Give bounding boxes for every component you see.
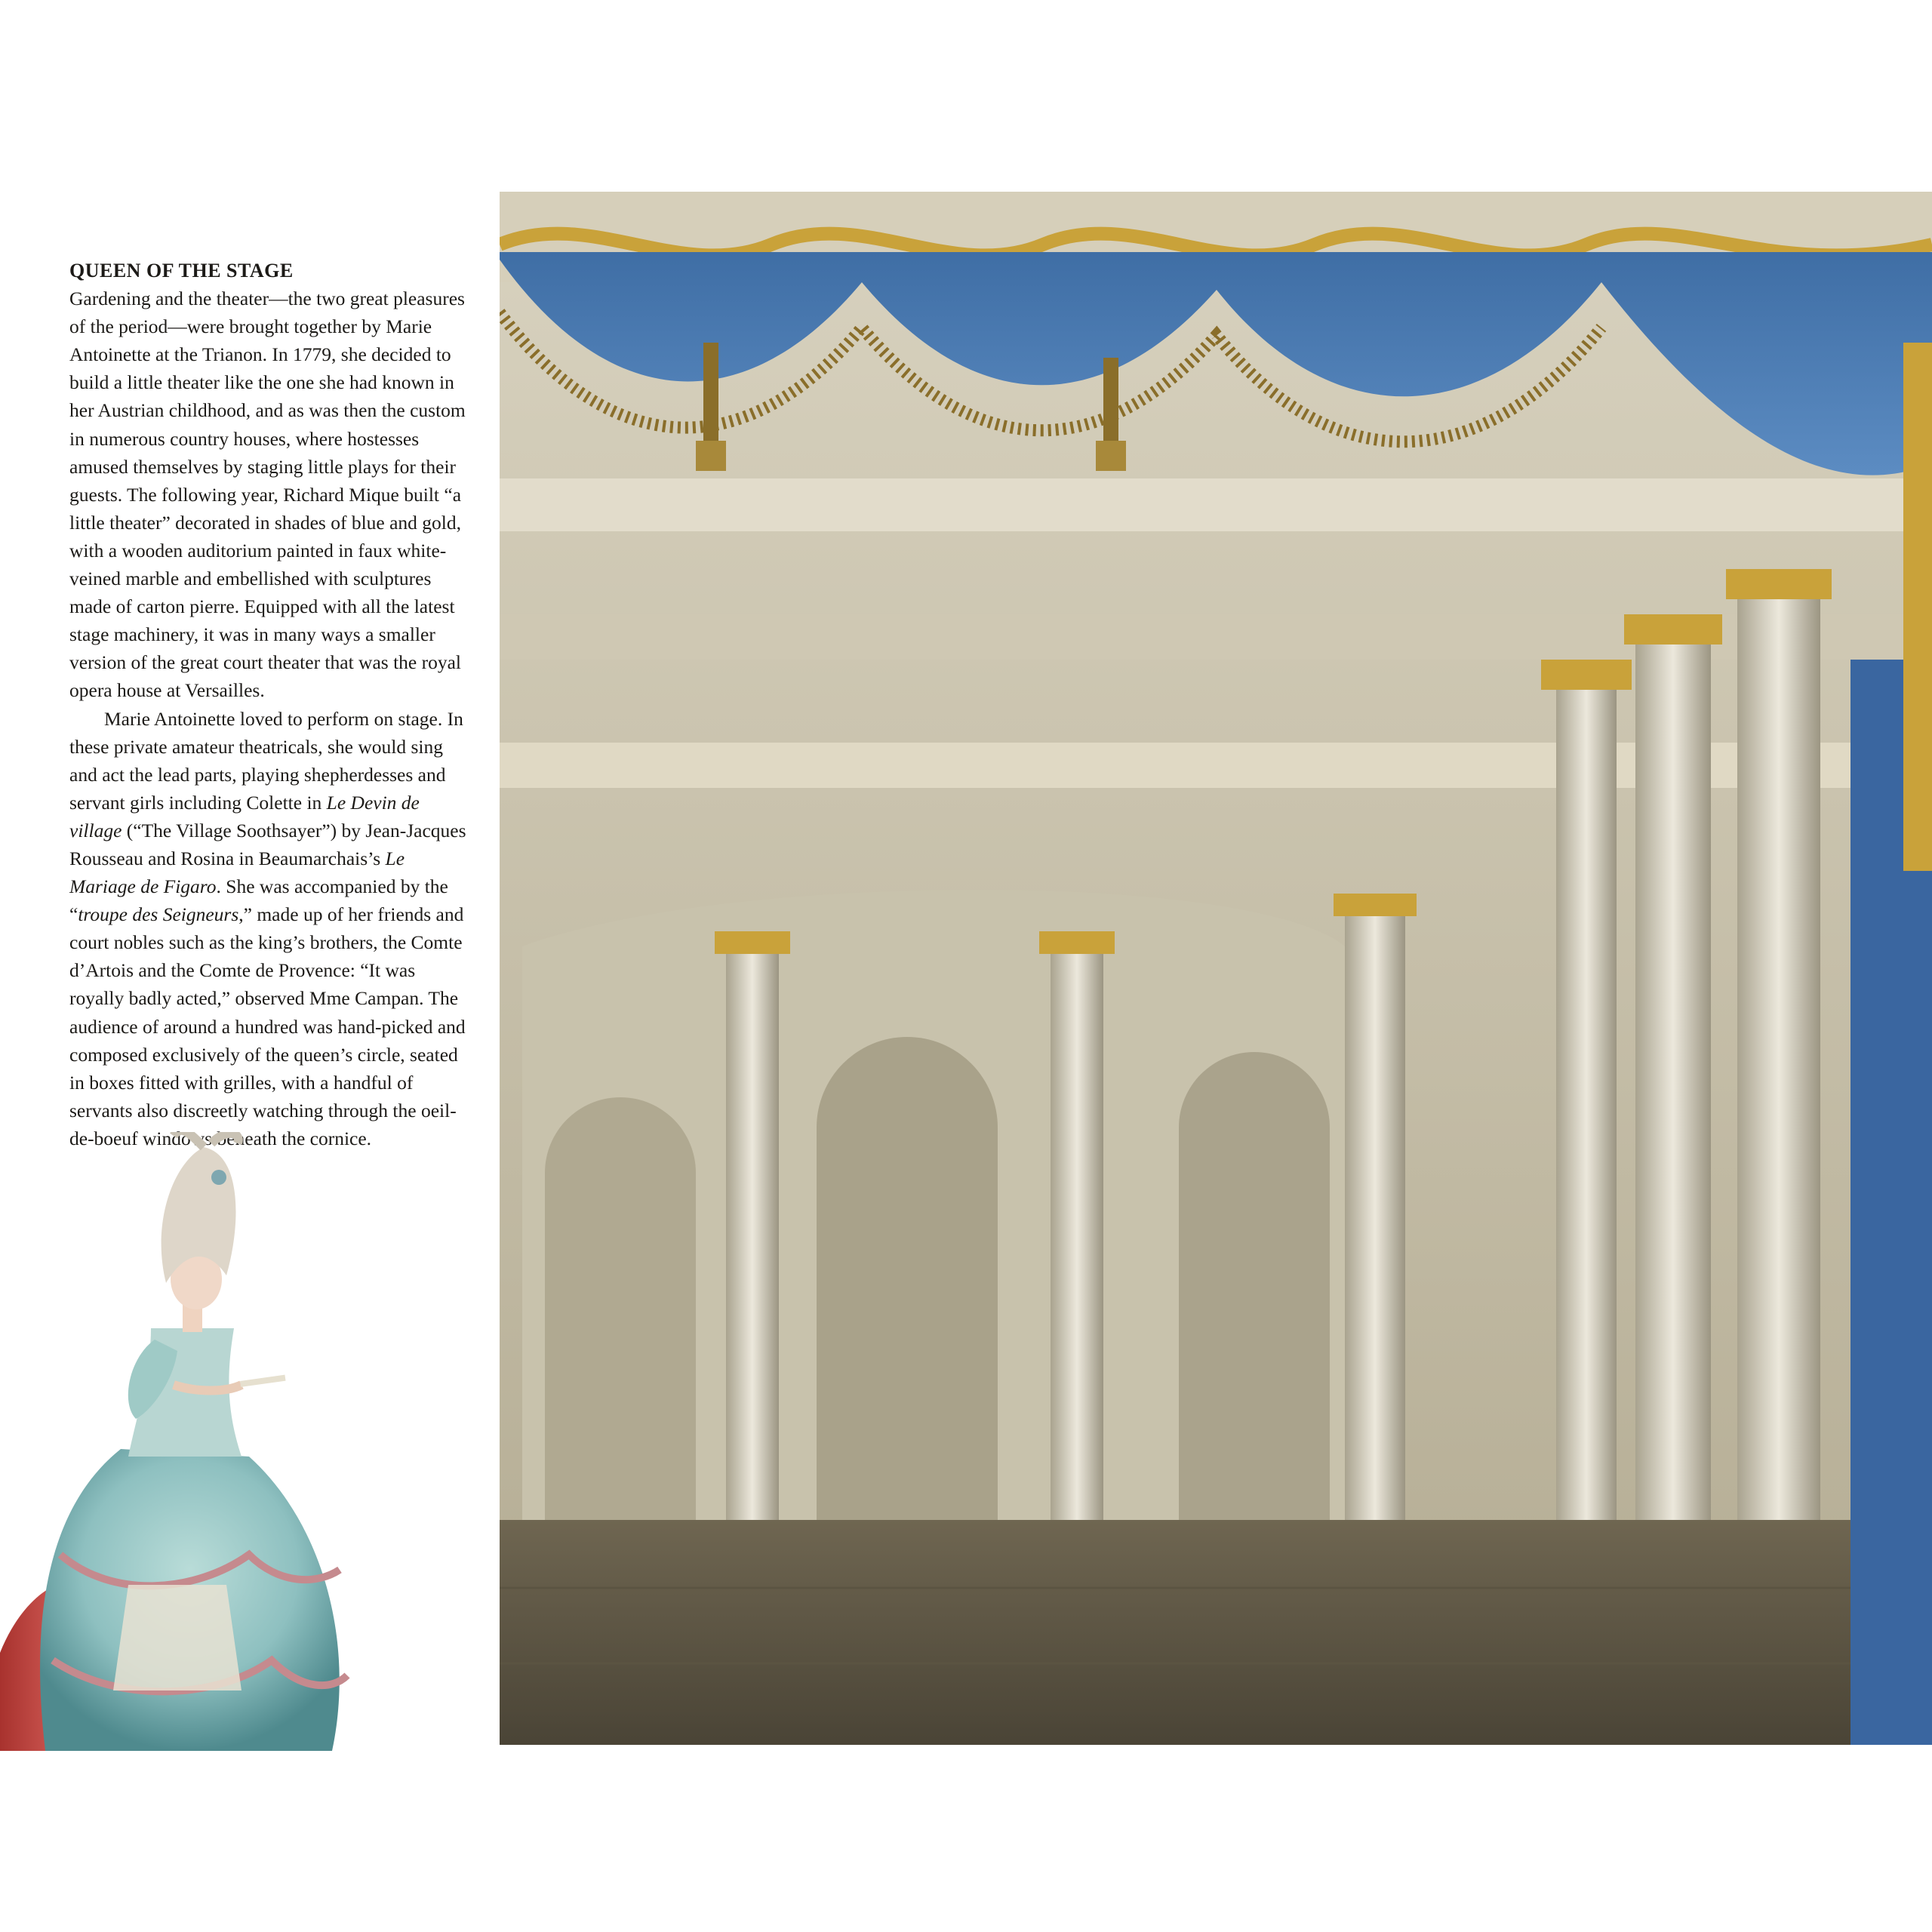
title-le-devin-de-village: Le Devin de village	[69, 791, 420, 841]
stage-scene	[500, 192, 1932, 1745]
article-text	[69, 257, 473, 1152]
gown-figure	[0, 1132, 500, 1751]
paragraph-2-part-d: ,” made up of her friends and court nobles such as the king’s brothers, the Comte d’Artois and the Comte de Provence: “It was royally badly acted,” observed Mme Campan. The audience of around a hundred was hand-picked and composed exclusively of the queen’s circle, seated in boxes fitted with grilles, with a handful of servants also discreetly watching through the oeil-de-boeuf windows beneath the cornice.	[69, 903, 466, 1149]
theater-stage-photo	[500, 192, 1932, 1745]
paragraph-2-part-b: (“The Village Soothsayer”) by Jean-Jacques Rousseau and Rosina in Beaumarchais’s	[69, 819, 466, 869]
title-troupe-des-seigneurs: troupe des Seigneurs	[78, 903, 239, 926]
title-le-mariage-de-figaro: Le Mariage de Figaro	[69, 847, 405, 898]
paragraph-2-part-c: . She was accompanied by the “	[69, 875, 448, 926]
section-heading: QUEEN OF THE STAGE	[69, 260, 294, 281]
paragraph-2	[69, 705, 473, 1153]
paragraph-1: Gardening and the theater—the two great pleasures of the period—were brought together by Marie Antoinette at the Trianon. In 1779, she decided to build a little theater like the one she had known in her Austrian childhood, and as was then the custom in numerous country houses, where hostesses amused themselves by staging little plays for their guests. The following year, Richard Mique built “a little theater” decorated in shades of blue and gold, with a wooden auditorium painted in faux white-veined marble and embellished with sculptures made of carton pierre. Equipped with all the latest stage machinery, it was in many ways a smaller version of the great court theater that was the royal opera house at Versailles.	[69, 288, 466, 702]
paragraph-2-part-a: Marie Antoinette loved to perform on stage. In these private amateur theatricals, she would sing and act the lead parts, playing shepherdesses and servant girls including Colette in	[69, 707, 463, 814]
fashion-plate-illustration	[0, 1132, 500, 1751]
